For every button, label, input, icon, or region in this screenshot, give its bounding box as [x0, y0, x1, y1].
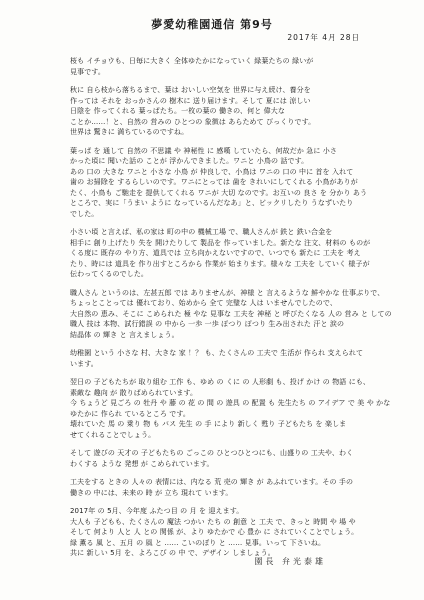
text-line: 緑 薫る 風 と、五月 の 風 と …… こいのぼり と …… 見事。いって 下さいね。 — [70, 538, 326, 547]
paragraph — [70, 227, 371, 280]
text-line: 桜も イチョウも、日毎に大きく 全体ゆたかになっていく 緑葉たちの 緑いが — [70, 57, 314, 65]
text-line: 共に 新しい 5月 を、よろこび の 中 で、デザイン しましょう。 — [70, 549, 275, 557]
text-line: 秋に 自ら枝から落ちるまで、葉は おいしい空気を 世界に与え続け、養分を — [70, 86, 311, 94]
text-line: 職人 技は 本物、試行錯誤 の 中から 一歩 一歩 ぽつり ぽつり 生み出された 汗と 涙の — [70, 320, 345, 328]
text-line: 職人さん というのは、左甚五郎 では ありませんが、神様 と 言えるような 鮮やかな 仕事ぶりで、 — [70, 288, 385, 297]
text-line: 見事です。 — [70, 67, 105, 76]
text-line: 壊れていた 馬 の 乗り 物 も バス 先生 の 手 により 新しく 甦り 子どもたち を 楽しま — [70, 420, 347, 428]
paragraph — [70, 146, 368, 220]
paragraph — [70, 56, 368, 77]
text-line: 伝わってくるのでした。 — [70, 270, 149, 278]
text-line: 工夫をする ときの 人々の 表情には、内なる 荒 売の 輝き が あふれています。その 手の — [70, 478, 354, 486]
text-line: 作っては それを おっかさんの 樹木に 送り届けます。そして 夏には 涼しい — [70, 96, 311, 105]
paragraph — [70, 288, 392, 341]
text-line: います。 — [70, 359, 98, 368]
text-line: 日陰を 作ってくれる 葉っぱたち。一枚の葉の 働きの、何と 偉大な — [70, 107, 285, 115]
paragraph — [70, 348, 368, 369]
text-line: 結晶体 の 輝き と 言えましょう。 — [70, 330, 179, 339]
text-line: 2017年 の 5月、今年度 ふたつ目 の 月 を 迎えます。 — [70, 507, 244, 515]
text-line: 翌日の 子どもたちが 取り組む 工作 も、ゆめ の くに の 人形劇 も、投げ かけ の 物語 にも、 — [70, 378, 371, 386]
text-line: そして 何より 人と 人 との 関係 が、より ゆたかで 心 豊か に されていくことでしょう。 — [70, 528, 359, 536]
text-line: 素敵な 趣向 が 散りばめられています。 — [70, 388, 198, 397]
text-line: そして 遊びの 天才の 子どもたちの ごっこの ひとつひとつにも、山盛りの 工夫や、わく — [70, 449, 354, 457]
text-line: 小さい頃 と言えば、私の家は 町の中の 機械工場 で、職人さんが 鉄と 鉄い合金を — [70, 228, 333, 236]
paragraph — [70, 448, 368, 469]
text-line: ところで、実に「うまい ように なっているんだなあ」と、ビックリしたり うなずいたり — [70, 199, 354, 207]
text-line: ゆたかに 作られ ているところ です。 — [70, 409, 191, 418]
text-line: わくする ような 発想 が こめられています。 — [70, 459, 214, 468]
paragraph — [70, 85, 368, 138]
text-line: たり、時には 道具を 作り出すところから 作業が 始まります。様々な 工夫を していく 様子が — [70, 259, 370, 268]
text-line: 歯の お掃除を するらしいのです。ワニにとっては 歯を きれいにしてくれる 小鳥がありが — [70, 178, 358, 186]
text-line: 大自然の 恵み、そこに こめられた 極 やな 見事な 工夫を 神秘 と 呼びたくなる 人の 営み と しての — [70, 309, 392, 318]
text-line: ちょっとことっては 優れており、始めから 全て 完璧な 人は いませんでしたので、 — [70, 299, 337, 307]
text-line: 幼稚園 という 小さな 村、大きな 家 ！？ も、たくさんの 工夫で 生活が 作られ 支えられて — [70, 349, 364, 357]
text-line: あの 口の 大きな ワニと 小さな 小鳥 が 仲良しで、小鳥は ワニの 口の 中に 首を 入れて — [70, 167, 354, 176]
text-line: でした。 — [70, 209, 99, 218]
newsletter-title: 夢愛幼稚園通信 第9号 — [151, 18, 273, 31]
text-line: たく、小鳥も ご馳走を 提供してくれる ワニが 大切 なのです。お互いの 良さ を 分かり あう — [70, 188, 368, 197]
text-line: 大人も 子どもも、たくさんの 魔法 つかい たち の 創意 と 工夫 で、きっと 時間 や 場 や — [70, 517, 356, 526]
text-line: 相手に 創り上げたり 失を 開けたりして 製品を 作っていました。新たな 注文、材料の ものが — [70, 238, 371, 247]
paragraph — [70, 506, 368, 559]
text-line: 世界は 驚きに 満ちているのですね。 — [70, 128, 189, 136]
text-line: ことか……！と、自然の 営みの ひとつの 象徴は あらためて びっくりです。 — [70, 117, 316, 126]
text-line: 今 ちょうど 見ごろ の 牡丹 や 藤 の 花 の 間 の 遊具 の 配置 も 先生たち の アイデア で 美 や かな — [70, 399, 391, 407]
text-line: くる度に 既存の やり方、道具では 立ち向かえないですので、いつでも 新たに 工夫を 考え — [70, 249, 361, 257]
letter-body — [70, 56, 392, 557]
paragraph — [70, 477, 368, 498]
text-line: せてくれることでしょう。 — [70, 430, 156, 439]
text-line: 葉っぱ を 通して 自然の 不思議 や 神秘性 に 感嘆 していたら、何故だか 急に 小さ — [70, 146, 337, 155]
paragraph — [70, 377, 391, 440]
signature: 園長 弁光泰雄 — [254, 557, 326, 566]
text-line: かった頃に 聞いた話の ことが 浮かんできました。ワニと 小鳥の 話です。 — [70, 157, 309, 165]
text-line: 働きの 中には、未来の 時 が 立ち 現れて います。 — [70, 488, 233, 497]
issue-date: 2017年 4月 28日 — [287, 33, 360, 42]
